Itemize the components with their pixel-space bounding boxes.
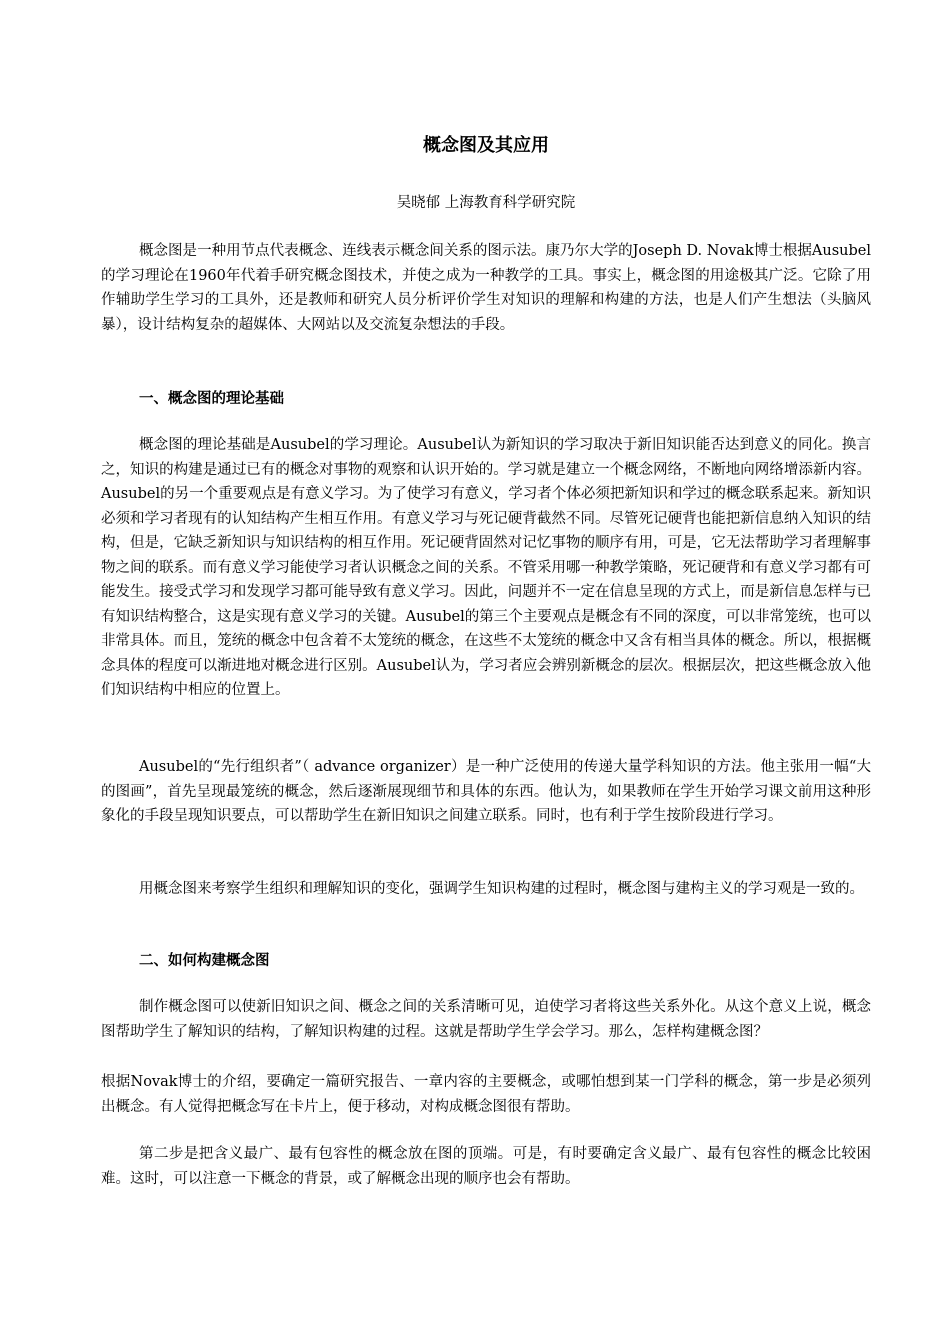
build-paragraph-2: 根据Novak博士的介绍，要确定一篇研究报告、一章内容的主要概念，或哪怕想到某一门学科的概念，第一步是必须列出概念。有人觉得把概念写在卡片上，便于移动，对构成概念图很有帮助。 <box>101 1074 871 1115</box>
theory-paragraph-3: 用概念图来考察学生组织和理解知识的变化，强调学生知识构建的过程时，概念图与建构主义的学习观是一致的。 <box>139 881 864 897</box>
author-line: 吴晓郁 上海教育科学研究院 <box>396 195 576 211</box>
theory-paragraph-2: Ausubel的“先行组织者”（ advance organizer）是一种广泛使用的传递大量学科知识的方法。他主张用一幅“大的图画”，首先呈现最笼统的概念，然后逐渐展现细节和具体的东西。他认为，如果教师在学生开始学习课文前用这种形象化的手段呈现知识要点，可以帮助学生在新旧知识之间建立联系。同时，也有利于学生按阶段进行学习。 <box>101 759 871 824</box>
section-heading-build: 二、如何构建概念图 <box>139 953 270 969</box>
build-paragraph-1: 制作概念图可以使新旧知识之间、概念之间的关系清晰可见，迫使学习者将这些关系外化。从这个意义上说，概念图帮助学生了解知识的结构，了解知识构建的过程。这就是帮助学生学会学习。那么，怎样构建概念图？ <box>101 999 871 1040</box>
theory-paragraph-1: 概念图的理论基础是Ausubel的学习理论。Ausubel认为新知识的学习取决于新旧知识能否达到意义的同化。换言之，知识的构建是通过已有的概念对事物的观察和认识开始的。学习就是建立一个概念网络，不断地向网络增添新内容。Ausubel的另一个重要观点是有意义学习。为了使学习有意义，学习者个体必须把新知识和学过的概念联系起来。新知识必须和学习者现有的认知结构产生相互作用。有意义学习与死记硬背截然不同。尽管死记硬背也能把新信息纳入知识的结构，但是，它缺乏新知识与知识结构的相互作用。死记硬背固然对记忆事物的顺序有用，可是，它无法帮助学习者理解事物之间的联系。而有意义学习能使学习者认识概念之间的关系。不管采用哪一种教学策略，死记硬背和有意义学习都有可能发生。接受式学习和发现学习都可能导致有意义学习。因此，问题并不一定在信息呈现的方式上，而是新信息怎样与已有知识结构整合，这是实现有意义学习的关键。Ausubel的第三个主要观点是概念有不同的深度，可以非常笼统，也可以非常具体。而且，笼统的概念中包含着不太笼统的概念，在这些不太笼统的概念中又含有相当具体的概念。所以，根据概念具体的程度可以渐进地对概念进行区别。Ausubel认为，学习者应会辨别新概念的层次。根据层次，把这些概念放入他们知识结构中相应的位置上。 <box>101 437 871 698</box>
section-heading-theory: 一、概念图的理论基础 <box>139 391 284 407</box>
document-title: 概念图及其应用 <box>423 135 549 156</box>
build-paragraph-3: 第二步是把含义最广、最有包容性的概念放在图的顶端。可是，有时要确定含义最广、最有包容性的概念比较困难。这时，可以注意一下概念的背景，或了解概念出现的顺序也会有帮助。 <box>101 1146 871 1187</box>
intro-paragraph: 概念图是一种用节点代表概念、连线表示概念间关系的图示法。康乃尔大学的Joseph D. Novak博士根据Ausubel的学习理论在1960年代着手研究概念图技术，并使之成为一种教学的工具。事实上，概念图的用途极其广泛。它除了用作辅助学生学习的工具外，还是教师和研究人员分析评价学生对知识的理解和构建的方法，也是人们产生想法（头脑风暴），设计结构复杂的超媒体、大网站以及交流复杂想法的手段。 <box>101 243 871 333</box>
